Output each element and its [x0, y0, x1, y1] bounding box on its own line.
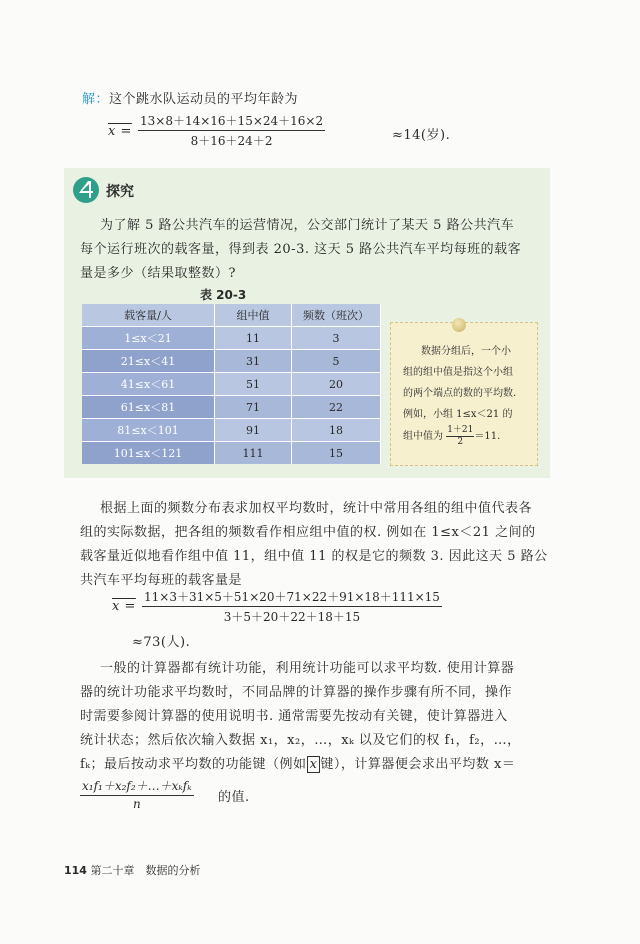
body2-frac-post: 的值.: [218, 790, 250, 805]
table-cell: 3: [292, 327, 381, 350]
body1-line: 组的实际数据，把各组的频数看作相应组中值的权. 例如在 1≤x＜21 之间的: [80, 525, 536, 540]
table-row: [82, 396, 381, 419]
table-row: [82, 350, 381, 373]
table-cell: 101≤x＜121: [82, 442, 215, 465]
body2-line: 统计状态；然后依次输入数据 x₁，x₂，…，xₖ 以及它们的权 f₁，f₂，…，: [80, 733, 521, 748]
body1-xbar-label: x =: [112, 599, 136, 614]
table-header-cell: 频数（班次）: [292, 304, 381, 327]
note-midpoint-prefix: 组中值为: [403, 431, 443, 442]
explore-title: 探究: [106, 184, 134, 200]
solution-heading: [82, 88, 298, 107]
table-row: [82, 327, 381, 350]
pin-icon: [452, 318, 466, 332]
body1-denominator: 3＋5＋20＋22＋18＋15: [223, 610, 361, 624]
chapter-title: 第二十章 数据的分析: [90, 864, 201, 877]
explore-para-2: 每个运行班次的载客量，得到表 20-3. 这天 5 路公共汽车平均每班的载客: [80, 242, 522, 257]
table-cell: 61≤x＜81: [82, 396, 215, 419]
body2-l5-pre: fₖ；最后按动求平均数的功能键（例如: [80, 757, 307, 772]
table-cell: 111: [215, 442, 292, 465]
note-line: 数据分组后，一个小: [421, 346, 511, 357]
table-cell: 81≤x＜101: [82, 419, 215, 442]
note-fraction-den: 2: [457, 437, 464, 447]
page-footer: [64, 862, 200, 878]
table-header-cell: 载客量/人: [82, 304, 215, 327]
body2-frac-denominator: n: [132, 797, 141, 811]
table-cell: 18: [292, 419, 381, 442]
table-cell: 20: [292, 373, 381, 396]
table-cell: 31: [215, 350, 292, 373]
table-header-cell: 组中值: [215, 304, 292, 327]
body2-line: 器的统计功能求平均数时，不同品牌的计算器的操作步骤有所不同，操作: [80, 685, 513, 700]
body2-l5-post: 键），计算器便会求出平均数 x＝: [320, 757, 516, 772]
table-cell: 5: [292, 350, 381, 373]
note-line: 例如，小组 1≤x＜21 的: [403, 409, 513, 420]
note-fraction-num: 1＋21: [447, 425, 474, 435]
explore-icon: [72, 176, 100, 204]
table-row: [82, 442, 381, 465]
note-line: 组的组中值是指这个小组: [403, 367, 513, 378]
note-fraction: [446, 425, 474, 448]
body1-line: 共汽车平均每班的载客量是: [80, 573, 243, 588]
mean-key-icon: $\overline{x}$: [307, 756, 321, 773]
table-cell: 91: [215, 419, 292, 442]
table-cell: 15: [292, 442, 381, 465]
table-cell: 51: [215, 373, 292, 396]
body1-approx: ≈73(人).: [132, 635, 191, 650]
note-line: [403, 425, 537, 449]
table-header-row: [82, 304, 381, 327]
body1-xbar: [112, 599, 136, 614]
data-table: [82, 304, 381, 464]
table-caption: 表 20-3: [200, 288, 247, 302]
explore-para-1: 为了解 5 路公共汽车的运营情况，公交部门统计了某天 5 路公共汽车: [100, 218, 515, 233]
body1-line: 载客量近似地看作组中值 11，组中值 11 的权是它的频数 3. 因此这天 5 路公: [80, 549, 548, 564]
table-row: [82, 419, 381, 442]
note-midpoint-result: ＝11.: [474, 431, 501, 442]
table-cell: 1≤x＜21: [82, 327, 215, 350]
body2-fraction: [80, 777, 194, 811]
body2-line: 一般的计算器都有统计功能，利用统计功能可以求平均数. 使用计算器: [100, 661, 515, 676]
table-cell: 41≤x＜61: [82, 373, 215, 396]
body2-line: 时需要参阅计算器的使用说明书. 通常需要先按动有关键，使计算器进入: [80, 709, 508, 724]
solution-denominator: 8＋16＋24＋2: [190, 134, 273, 148]
body1-line: 根据上面的频数分布表求加权平均数时，统计中常用各组的组中值代表各: [100, 501, 533, 516]
table-cell: 21≤x＜41: [82, 350, 215, 373]
solution-label: 解：: [82, 92, 110, 107]
table-cell: 71: [215, 396, 292, 419]
explore-para-3: 量是多少（结果取整数）?: [80, 266, 236, 281]
body2-line: [80, 753, 515, 772]
page-number: 114: [64, 864, 87, 877]
solution-numerator: 13×8＋14×16＋15×24＋16×2: [138, 112, 325, 131]
solution-text: 这个跳水队运动员的平均年龄为: [109, 92, 299, 107]
body2-frac-numerator: x₁f₁＋x₂f₂＋…＋xₖfₖ: [80, 777, 194, 796]
table-cell: 22: [292, 396, 381, 419]
table-cell: 11: [215, 327, 292, 350]
solution-xbar: [108, 124, 132, 139]
note-line: 的两个端点的数的平均数.: [403, 388, 517, 399]
sticky-note: [390, 322, 538, 466]
solution-fraction: [138, 112, 325, 149]
body1-fraction: [142, 588, 442, 625]
body1-numerator: 11×3＋31×5＋51×20＋71×22＋91×18＋111×15: [142, 588, 442, 607]
solution-result: ≈14(岁).: [392, 128, 451, 143]
solution-xbar-label: x =: [108, 124, 132, 139]
table-row: [82, 373, 381, 396]
